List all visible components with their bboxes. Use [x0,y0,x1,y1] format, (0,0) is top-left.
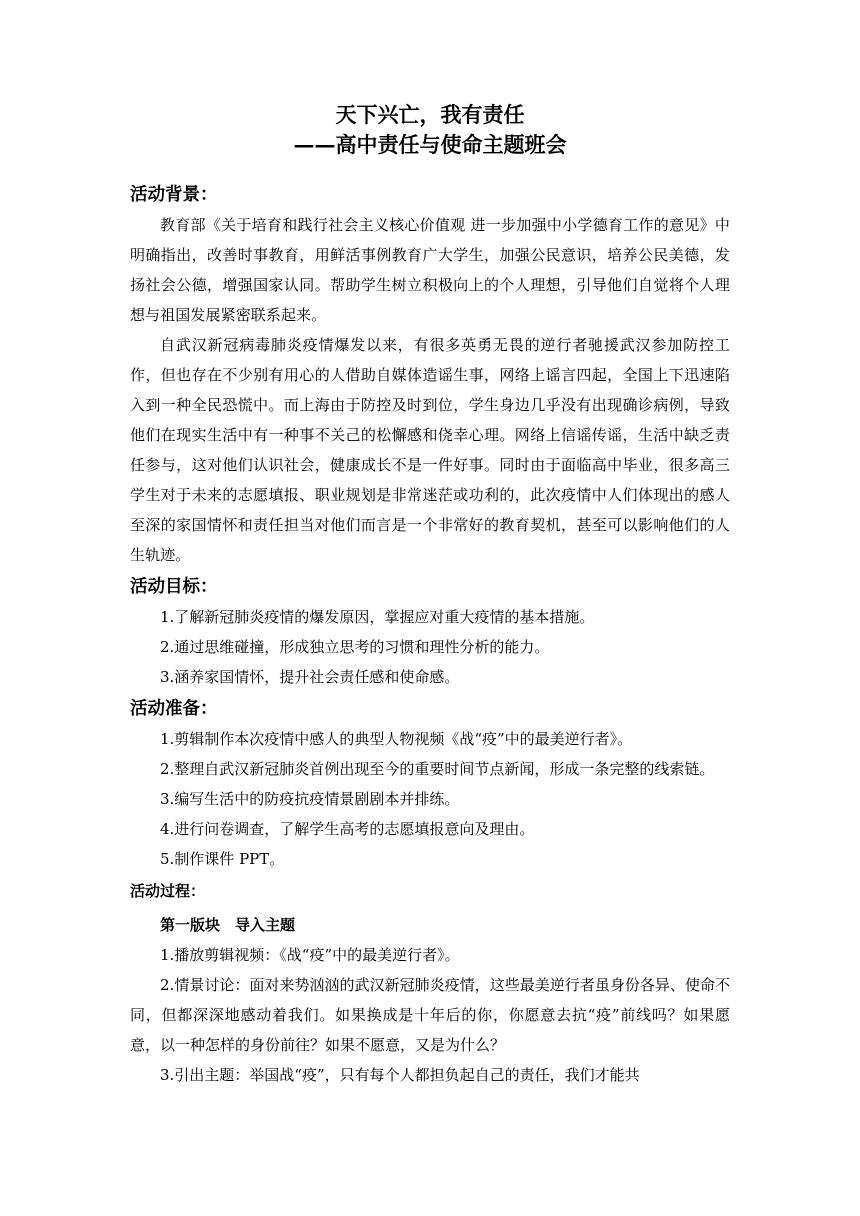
background-paragraph: 自武汉新冠病毒肺炎疫情爆发以来，有很多英勇无畏的逆行者驰援武汉参加防控工作，但也存在不少别有用心的人借助自媒体造谣生事，网络上谣言四起，全国上下迅速陷入到一种全民恐慌中。而上海由于防控及时到位，学生身边几乎没有出现确诊病例，导致他们在现实生活中有一种事不关己的松懈感和侥幸心理。网络上信谣传谣，生活中缺乏责任参与，这对他们认识社会，健康成长不是一件好事。同时由于面临高中毕业，很多高三学生对于未来的志愿填报、职业规划是非常迷茫或功利的，此次疫情中人们体现出的感人至深的家国情怀和责任担当对他们而言是一个非常好的教育契机，甚至可以影响他们的人生轨迹。 [130,336,730,564]
document-content [130,100,730,1090]
preparation-item: 5.制作课件 PPT。 [160,850,285,868]
background-paragraph: 教育部《关于培育和践行社会主义核心价值观 进一步加强中小学德育工作的意见》中明确指出，改善时事教育，用鲜活事例教育广大学生，加强公民意识，培养公民美德，发扬社会公德，增强国家认同。帮助学生树立积极向上的个人理想，引导他们自觉将个人理想与祖国发展紧密联系起来。 [130,216,730,324]
goals-heading: 活动目标： [130,577,218,597]
goal-item: 2.通过思维碰撞，形成独立思考的习惯和理性分析的能力。 [160,638,550,656]
preparation-heading: 活动准备： [130,699,218,719]
process-item: 2.情景讨论：面对来势汹汹的武汉新冠肺炎疫情，这些最美逆行者虽身份各异、使命不同，但都深深地感动着我们。如果换成是十年后的你，你愿意去抗“疫”前线吗？如果愿意，以一种怎样的身份前往？如果不愿意，又是为什么？ [130,976,730,1054]
title-block [130,100,730,160]
preparation-item: 1.剪辑制作本次疫情中感人的典型人物视频《战“疫”中的最美逆行者》。 [160,730,633,748]
process-item: 1.播放剪辑视频：《战“疫”中的最美逆行者》。 [160,946,460,964]
document-subtitle: ——高中责任与使命主题班会 [293,132,567,157]
document-title: 天下兴亡，我有责任 [335,102,525,127]
process-item: 3.引出主题：举国战“疫”，只有每个人都担负起自己的责任，我们才能共 [160,1066,640,1084]
process-block-title: 第一版块 导入主题 [160,916,296,934]
process-heading: 活动过程： [130,882,206,900]
preparation-item: 4.进行问卷调查，了解学生高考的志愿填报意向及理由。 [160,820,535,838]
preparation-item: 3.编写生活中的防疫抗疫情景剧剧本并排练。 [160,790,460,808]
goal-item: 1.了解新冠肺炎疫情的爆发原因，掌握应对重大疫情的基本措施。 [160,608,595,626]
preparation-item: 2.整理自武汉新冠肺炎首例出现至今的重要时间节点新闻，形成一条完整的线索链。 [160,760,715,778]
background-heading: 活动背景： [130,185,218,205]
goal-item: 3.涵养家国情怀，提升社会责任感和使命感。 [160,668,460,686]
